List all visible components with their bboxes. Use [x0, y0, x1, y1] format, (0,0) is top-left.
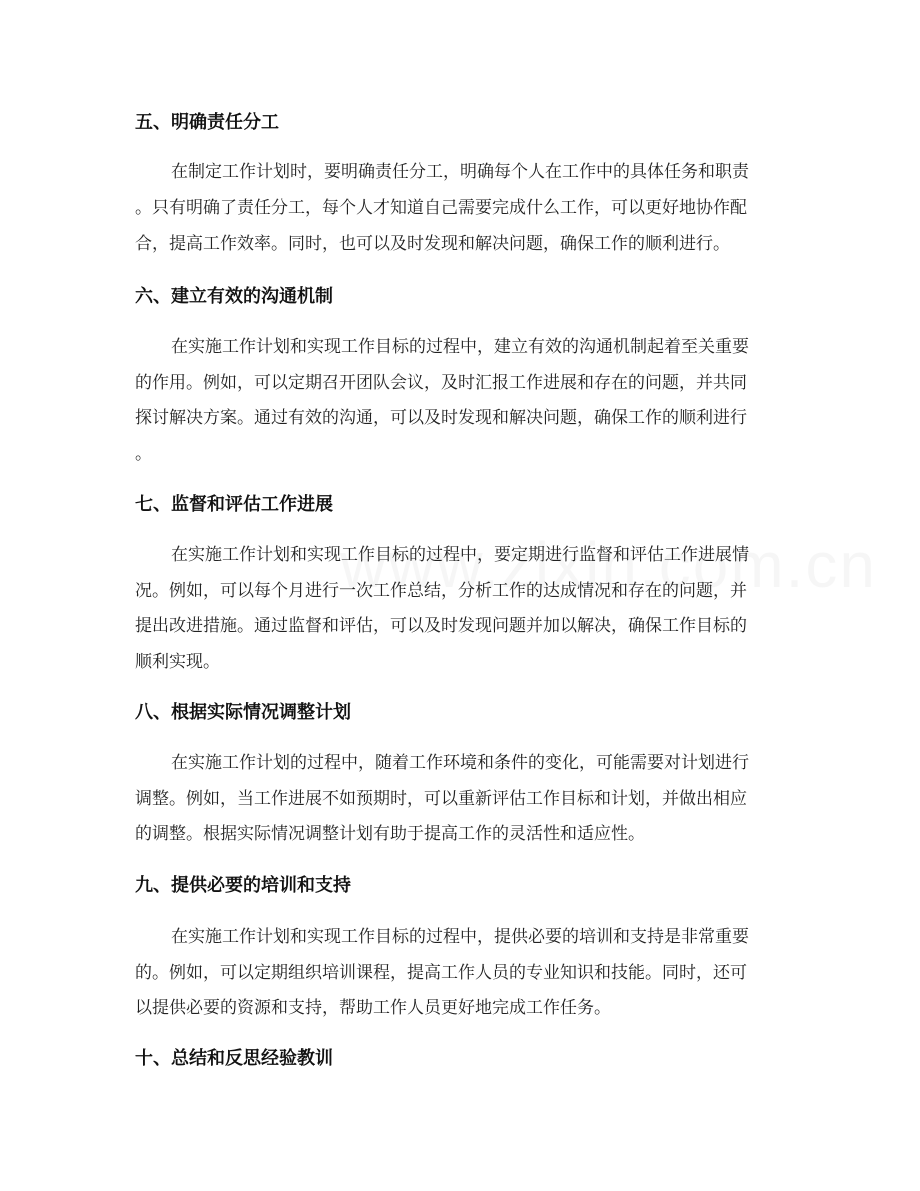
- paragraph-line: 以提供必要的资源和支持，帮助工作人员更好地完成工作任务。: [135, 998, 611, 1018]
- paragraph-line: 合，提高工作效率。同时，也可以及时发现和解决问题，确保工作的顺利进行。: [135, 234, 730, 254]
- paragraph-line: 在制定工作计划时，要明确责任分工，明确每个人在工作中的具体任务和职责: [171, 162, 749, 182]
- paragraph-line: 在实施工作计划的过程中，随着工作环境和条件的变化，可能需要对计划进行: [171, 753, 749, 773]
- paragraph-line: 调整。例如，当工作进展不如预期时，可以重新评估工作目标和计划，并做出相应: [135, 789, 747, 809]
- section-heading: 八、根据实际情况调整计划: [135, 702, 351, 723]
- paragraph-line: 。只有明确了责任分工，每个人才知道自己需要完成什么工作，可以更好地协作配: [135, 198, 747, 218]
- section-heading: 五、明确责任分工: [135, 112, 279, 133]
- paragraph-line: 的。例如，可以定期组织培训课程，提高工作人员的专业知识和技能。同时，还可: [135, 963, 747, 983]
- section-heading: 十、总结和反思经验教训: [135, 1048, 333, 1069]
- paragraph-line: 顺利实现。: [135, 652, 220, 672]
- paragraph-line: 在实施工作计划和实现工作目标的过程中，建立有效的沟通机制起着至关重要: [171, 337, 749, 357]
- paragraph-line: 在实施工作计划和实现工作目标的过程中，提供必要的培训和支持是非常重要: [171, 927, 749, 947]
- paragraph-line: 探讨解决方案。通过有效的沟通，可以及时发现和解决问题，确保工作的顺利进行: [135, 408, 747, 428]
- section-heading: 六、建立有效的沟通机制: [135, 286, 333, 307]
- paragraph-line: 提出改进措施。通过监督和评估，可以及时发现问题并加以解决，确保工作目标的: [135, 616, 747, 636]
- section-heading: 七、监督和评估工作进展: [135, 494, 333, 515]
- paragraph-line: 在实施工作计划和实现工作目标的过程中，要定期进行监督和评估工作进展情: [171, 545, 749, 565]
- paragraph-line: 的调整。根据实际情况调整计划有助于提高工作的灵活性和适应性。: [135, 824, 645, 844]
- paragraph-line: 的作用。例如，可以定期召开团队会议，及时汇报工作进展和存在的问题，并共同: [135, 373, 747, 393]
- section-heading: 九、提供必要的培训和支持: [135, 875, 351, 896]
- paragraph-line: 况。例如，可以每个月进行一次工作总结，分析工作的达成情况和存在的问题，并: [135, 581, 747, 601]
- paragraph-line: 。: [135, 444, 152, 464]
